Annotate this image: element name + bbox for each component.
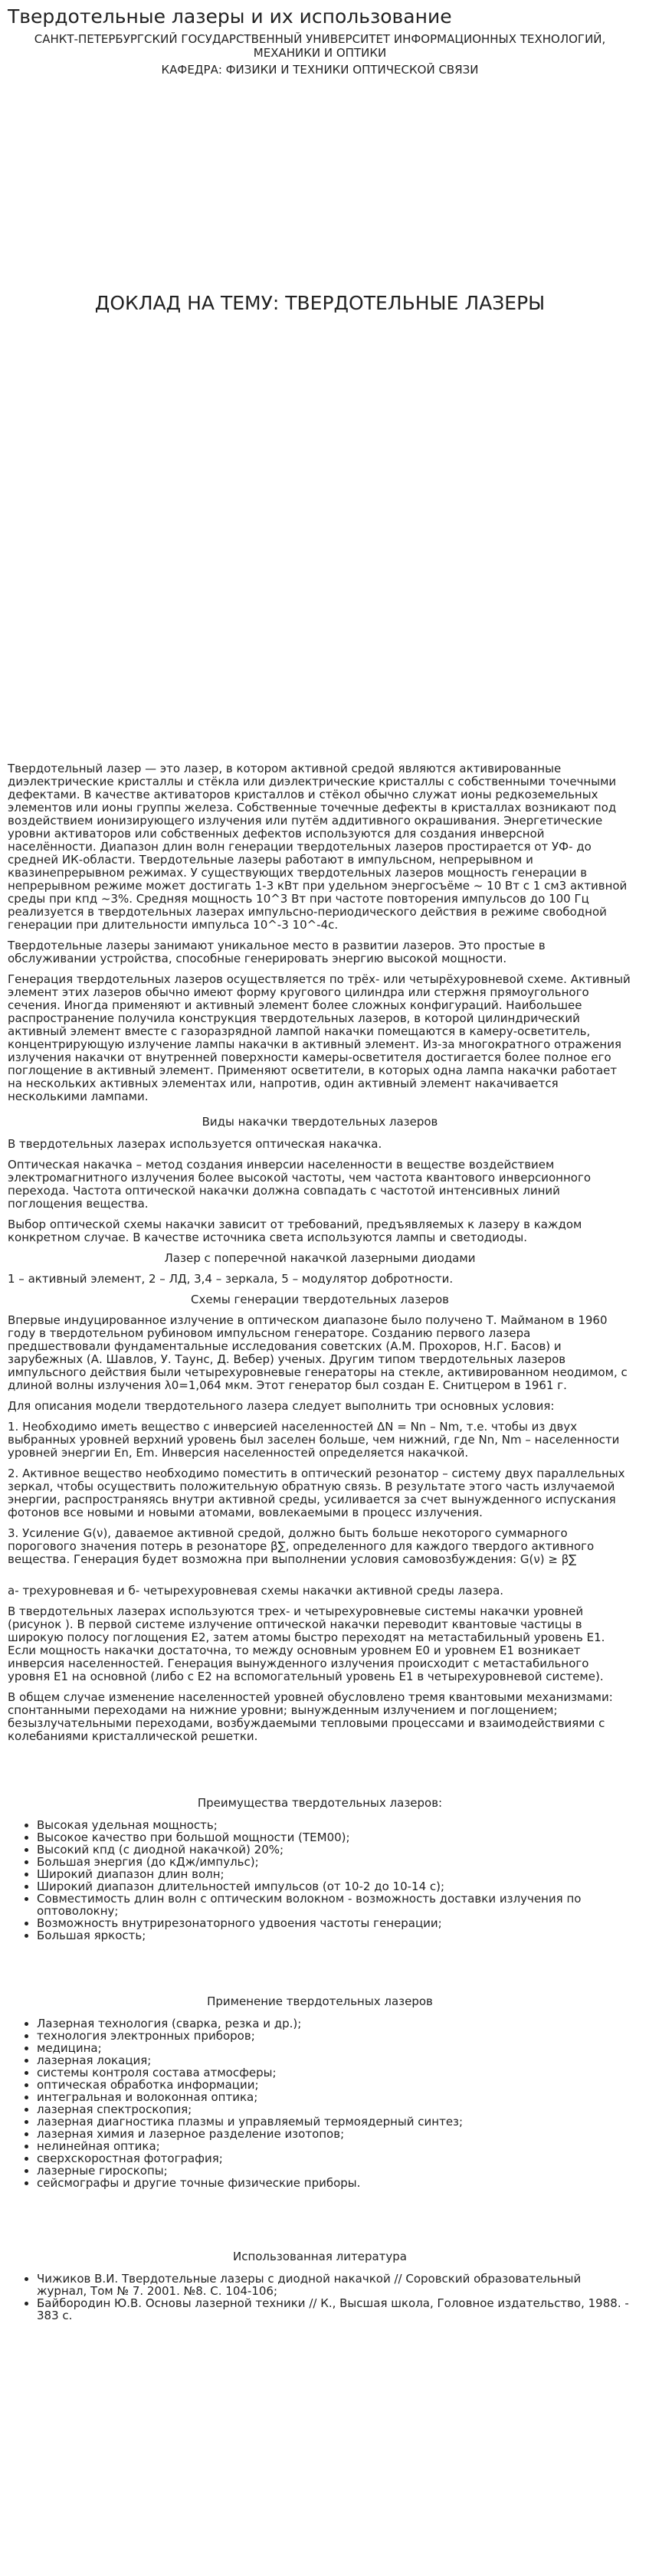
list-item: • лазерные гироскопы;: [37, 2165, 632, 2177]
levels-paragraph: В твердотельных лазерах используются трех- и четырехуровневые системы накачки уровней (рисунок ). В первой системе излучение оптической накачки переводит квантовые частицы в широкую полосу поглощения E2, затем атомы быстро переходят на метастабильный уровень E1. Если мощность накачки достаточна, то между основным уровнем E0 и уровнем E1 возникает инверсия населенностей. Генерация вынужденного излучения происходит с метастабильного уровня E1 на основной (либо с E2 на вспомогательный уровень E1 в четырехуровневой системе).: [8, 1604, 605, 1683]
university-name-line-1: САНКТ-ПЕТЕРБУРГСКИЙ ГОСУДАРСТВЕННЫЙ УНИВЕРСИТЕТ ИНФОРМАЦИОННЫХ ТЕХНОЛОГИЙ,: [34, 32, 606, 46]
mechanisms-paragraph: В общем случае изменение населенностей уровней обусловлено тремя квантовыми механизмами: спонтанными переходами на нижние уровни; вынужденным излучением и поглощением; безызлучательными переходами, возбуждаемыми тепловыми процессами и взаимодействиями с колебаниями кристаллической решетки.: [8, 1690, 613, 1743]
condition-1: 1. Необходимо иметь вещество с инверсией населенностей ΔN = Nn – Nm, т.е. чтобы из двух выбранных уровней верхний уровень был заселен больше, чем нижний, где Nn, Nm – населенности уровней энергии En, Em. Инверсия населенностей определяется накачкой.: [8, 1420, 620, 1460]
list-item: • лазерная диагностика плазмы и управляемый термоядерный синтез;: [37, 2116, 632, 2128]
list-item: • Широкий диапазон длин волн;: [37, 1868, 632, 1880]
pump-choice-paragraph: Выбор оптической схемы накачки зависит от требований, предъявляемых к лазеру в каждом конкретном случае. В качестве источника света используются лампы и светодиоды.: [8, 1218, 582, 1244]
generation-paragraph: Генерация твердотельных лазеров осуществляется по трёх- или четырёхуровневой схеме. Активный элемент этих лазеров обычно имеют форму кругового цилиндра или стержня прямоугольного сечения. Иногда применяют и активный элемент более сложных конфигураций. Наибольшее распространение получила конструкция твердотельных лазеров, в которой цилиндрический активный элемент вместе с газоразрядной лампой накачки помещаются в камеру-осветитель, концентрирующую излучение лампы накачки в активный элемент. Из-за многократного отражения излучения накачки от внутренней поверхности камеры-осветителя достигается более полное его поглощение в активный элемент. Применяют осветители, в которых одна лампа накачки работает на нескольких активных элементах или, напротив, один активный элемент накачивается несколькими лампами.: [8, 972, 631, 1103]
condition-2: 2. Активное вещество необходимо поместить в оптический резонатор – систему двух параллельных зеркал, чтобы осуществить положительную обратную связь. В результате этого часть излучаемой энергии, распространяясь внутри активной среды, усиливается за счет вынужденного испускания фотонов все новыми и новыми атомами, вовлекаемыми в процесс излучения.: [8, 1467, 625, 1519]
list-item: • Чижиков В.И. Твердотельные лазеры с диодной накачкой // Соровский образовательный журнал, Том № 7. 2001. №8. С. 104-106;: [37, 2273, 632, 2297]
section-heading-literature: Использованная литература: [232, 2250, 407, 2263]
literature-list: [8, 2273, 632, 2322]
list-item: • Лазерная технология (сварка, резка и др.);: [37, 2017, 632, 2030]
list-item: • технология электронных приборов;: [37, 2030, 632, 2042]
list-item: • интегральная и волоконная оптика;: [37, 2091, 632, 2103]
advantages-list: [8, 1819, 632, 1942]
department-name: КАФЕДРА: ФИЗИКИ И ТЕХНИКИ ОПТИЧЕСКОЙ СВЯЗИ: [161, 63, 479, 77]
page-title: Твердотельные лазеры и их использование: [8, 5, 452, 28]
list-item: • Высокая удельная мощность;: [37, 1819, 632, 1831]
intro-paragraph: Твердотельный лазер — это лазер, в котором активной средой являются активированные диэлектрические кристаллы и стёкла или диэлектрические кристаллы с собственными точечными дефектами. В качестве активаторов кристаллов и стёкол обычно служат ионы редкоземельных элементов или ионы группы железа. Собственные точечные дефекты в кристаллах возникают под воздействием ионизирующего излучения или путём аддитивного окрашивания. Энергетические уровни активаторов или собственных дефектов используются для создания инверсной населённости. Диапазон длин волн генерации твердотельных лазеров простирается от УФ- до средней ИК-области. Твердотельные лазеры работают в импульсном, непрерывном и квазинепрерывном режимах. У существующих твердотельных лазеров мощность генерации в непрерывном режиме может достигать 1-3 кВт при удельном энергосъёме ~ 10 Вт с 1 см3 активной среды при кпд ~3%. Средняя мощность 10^3 Вт при частоте повторения импульсов до 100 Гц реализуется в твердотельных лазерах импульсно-периодического действия в режиме свободной генерации при длительности импульса 10^-3 10^-4с.: [8, 762, 628, 932]
university-header: [8, 32, 632, 77]
list-item: • системы контроля состава атмосферы;: [37, 2066, 632, 2079]
university-name-line-2: МЕХАНИКИ И ОПТИКИ: [253, 46, 387, 60]
list-item: • Совместимость длин волн с оптическим волокном - возможность доставки излучения по оптоволокну;: [37, 1893, 632, 1917]
overview-paragraph: Твердотельные лазеры занимают уникальное место в развитии лазеров. Это простые в обслуживании устройства, способные генерировать энергию высокой мощности.: [8, 939, 546, 965]
figure-legend: 1 – активный элемент, 2 – ЛД, 3,4 – зеркала, 5 – модулятор добротности.: [8, 1272, 454, 1286]
list-item: • Возможность внутрирезонаторного удвоения частоты генерации;: [37, 1917, 632, 1929]
section-heading-schemes: Схемы генерации твердотельных лазеров: [191, 1293, 449, 1306]
list-item: • Высокий кпд (с диодной накачкой) 20%;: [37, 1844, 632, 1856]
list-item: • Широкий диапазон длительностей импульсов (от 10-2 до 10-14 с);: [37, 1880, 632, 1893]
diode-pump-caption: Лазер с поперечной накачкой лазерными диодами: [164, 1251, 476, 1265]
list-item: • лазерная локация;: [37, 2054, 632, 2066]
list-item: • сейсмографы и другие точные физические приборы.: [37, 2177, 632, 2189]
condition-3: 3. Усиление G(ν), даваемое активной средой, должно быть больше некоторого суммарного порогового значения потерь в резонаторе β∑, определенного для каждого твердого активного вещества. Генерация будет возможна при выполнении условия самовозбуждения: G(ν) ≥ β∑: [8, 1526, 595, 1566]
history-paragraph: Впервые индуцированное излучение в оптическом диапазоне было получено Т. Майманом в 1960 году в твердотельном рубиновом импульсном генераторе. Созданию первого лазера предшествовали фундаментальные исследования советских (А.М. Прохоров, Н.Г. Басов) и зарубежных (А. Шавлов, У. Таунс, Д. Вебер) ученых. Другим типом твердотельных лазеров импульсного действия были четырехуровневые генераторы на стекле, активированном неодимом, с длиной волны излучения λ0=1,064 мкм. Этот генератор был создан Е. Снитцером в 1961 г.: [8, 1313, 628, 1392]
schemes-figure-caption: а- трехуровневая и б- четырехуровневая схемы накачки активной среды лазера.: [8, 1584, 504, 1598]
optical-pump-paragraph: Оптическая накачка – метод создания инверсии населенности в веществе воздействием электромагнитного излучения более высокой частоты, чем частота квантового инверсионного перехода. Частота оптической накачки должна совпадать с частотой интенсивных линий поглощения вещества.: [8, 1158, 592, 1211]
section-heading-advantages: Преимущества твердотельных лазеров:: [197, 1796, 443, 1810]
conditions-intro: Для описания модели твердотельного лазера следует выполнить три основных условия:: [8, 1399, 555, 1413]
list-item: • Большая яркость;: [37, 1929, 632, 1942]
report-title: ДОКЛАД НА ТЕМУ: ТВЕРДОТЕЛЬНЫЕ ЛАЗЕРЫ: [94, 292, 546, 314]
list-item: • лазерная спектроскопия;: [37, 2103, 632, 2116]
list-item: • Байбородин Ю.В. Основы лазерной техники // К., Высшая школа, Головное издательство, 1988. - 383 с.: [37, 2297, 632, 2322]
list-item: • Большая энергия (до кДж/импульс);: [37, 1856, 632, 1868]
section-heading-pump-types: Виды накачки твердотельных лазеров: [202, 1115, 438, 1129]
list-item: • Высокое качество при большой мощности (TEM00);: [37, 1831, 632, 1844]
pump-used-paragraph: В твердотельных лазерах используется оптическая накачка.: [8, 1137, 382, 1151]
document-body: [8, 762, 632, 2322]
list-item: • нелинейная оптика;: [37, 2140, 632, 2152]
applications-list: [8, 2017, 632, 2189]
list-item: • лазерная химия и лазерное разделение изотопов;: [37, 2128, 632, 2140]
section-heading-applications: Применение твердотельных лазеров: [207, 1994, 433, 2008]
list-item: • оптическая обработка информации;: [37, 2079, 632, 2091]
list-item: • сверхскоростная фотография;: [37, 2152, 632, 2165]
list-item: • медицина;: [37, 2042, 632, 2054]
